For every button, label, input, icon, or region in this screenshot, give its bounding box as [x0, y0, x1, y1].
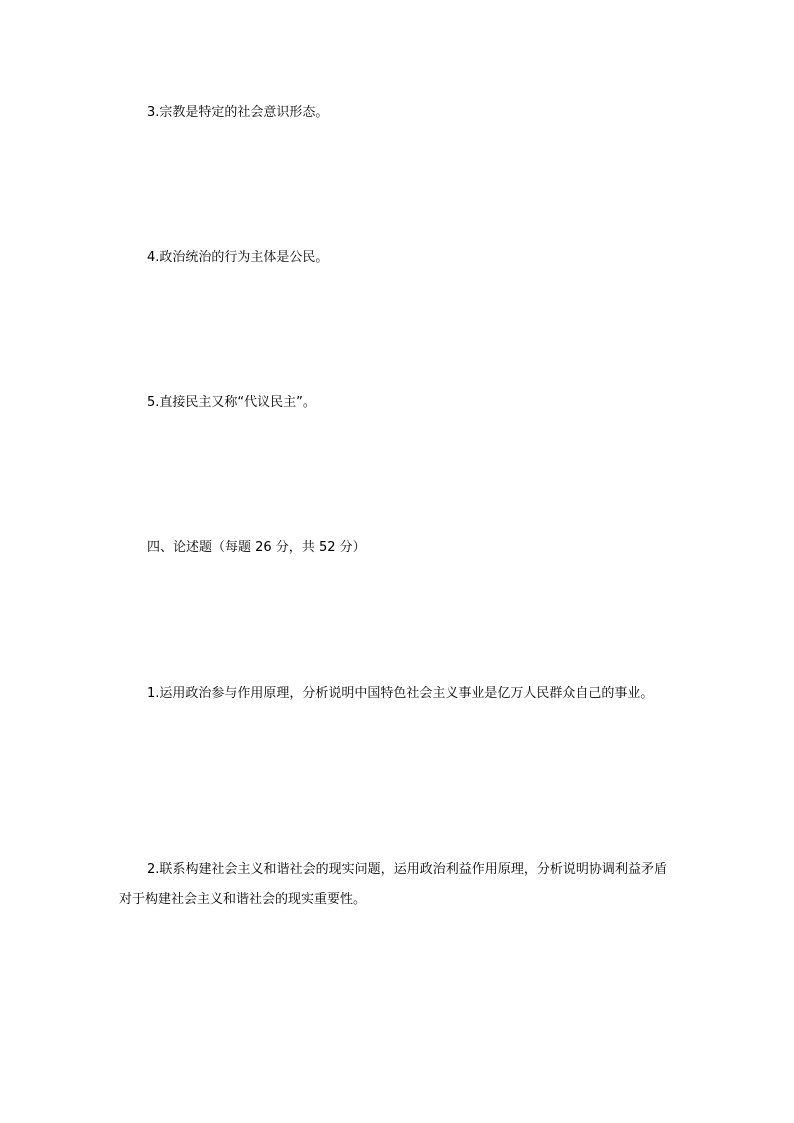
statement-3: 3.宗教是特定的社会意识形态。: [147, 105, 329, 120]
section-heading-essay: 四、论述题（每题 26 分，共 52 分）: [147, 540, 366, 555]
essay-question-1: 1.运用政治参与作用原理，分析说明中国特色社会主义事业是亿万人民群众自己的事业。: [147, 686, 654, 701]
essay-question-2: 2.联系构建社会主义和谐社会的现实问题，运用政治利益作用原理，分析说明协调利益矛盾对于构建社会主义和谐社会的现实重要性。: [119, 862, 667, 907]
statement-5: 5.直接民主又称“代议民主”。: [147, 395, 316, 410]
statement-4: 4.政治统治的行为主体是公民。: [147, 250, 329, 265]
